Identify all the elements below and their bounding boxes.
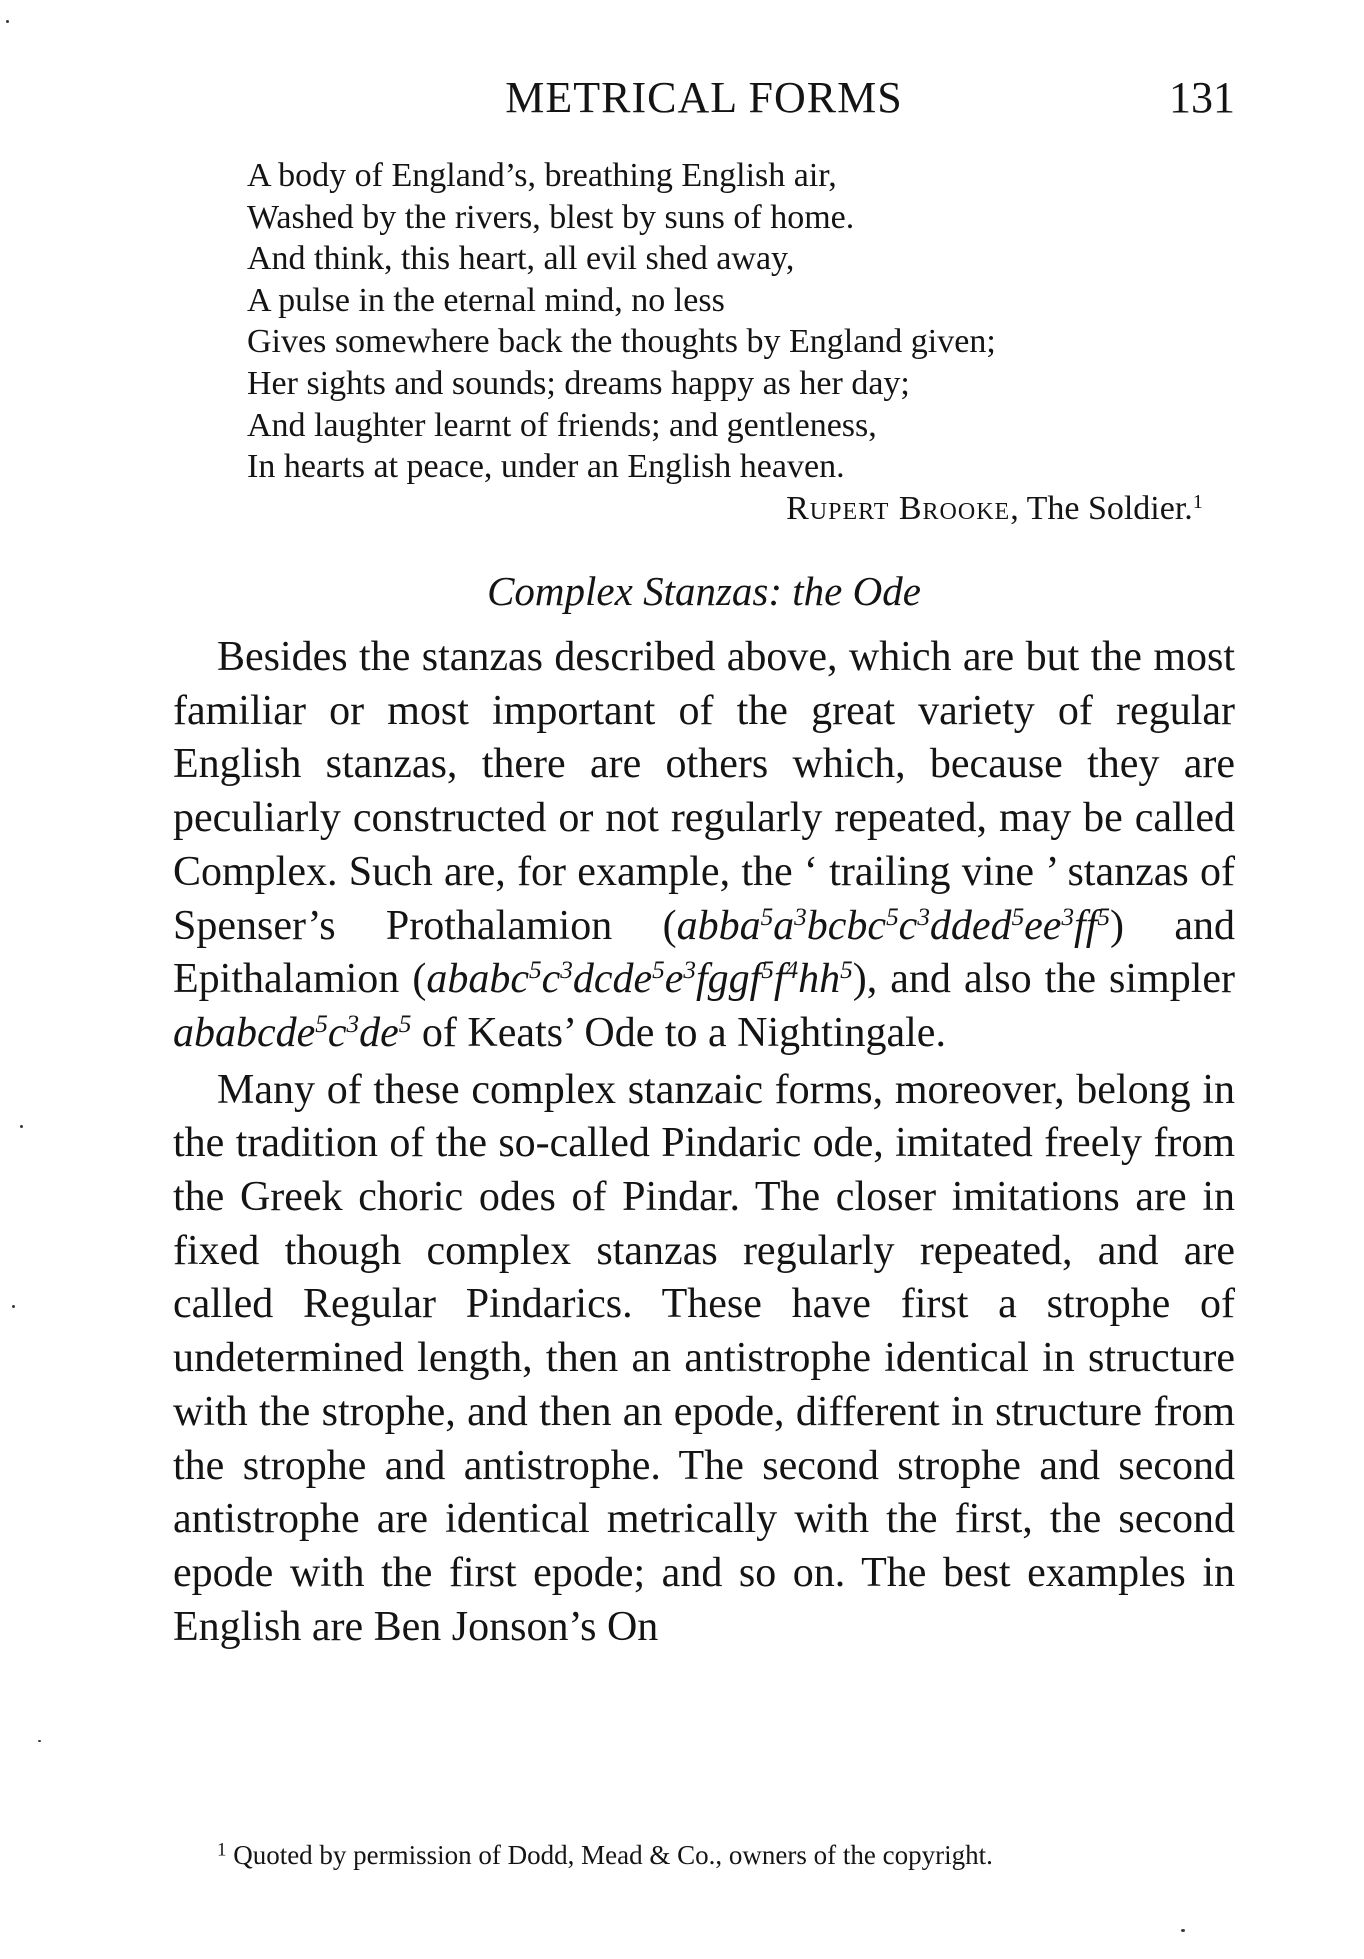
- paragraph-text: Besides the stanzas described above, which are but the most familiar or most important of the great variety of regular English stanzas, there are others which, because they are peculiarly constructed or not regularly repeated, may be called Complex. Such are, for example, the ‘ trailing vine ’ stanzas of Spenser’s Prothalamion (: [173, 634, 1235, 949]
- poem-line: A pulse in the eternal mind, no less: [247, 281, 725, 319]
- page-number: 131: [1169, 73, 1235, 122]
- poem-quotation: [247, 155, 1207, 529]
- paragraph-text: ), and also the simpler: [852, 956, 1235, 1003]
- running-head: [173, 70, 1235, 126]
- stress-count: 5: [315, 1011, 328, 1039]
- stress-count: 5: [840, 957, 853, 985]
- scan-speck: [38, 1740, 41, 1742]
- stress-count: 5: [760, 903, 774, 931]
- poem-line: And laughter learnt of friends; and gentleness,: [247, 406, 877, 444]
- stress-count: 5: [1097, 903, 1110, 931]
- paragraph-text: of Keats’ Ode to a Nightingale.: [411, 1009, 946, 1056]
- body-text: [173, 631, 1235, 1654]
- poem-line: Washed by the rivers, blest by suns of home.: [247, 198, 855, 236]
- paragraph-complex-stanzas: [173, 631, 1235, 1061]
- scan-speck: [20, 1125, 23, 1128]
- stress-count: 3: [346, 1011, 360, 1039]
- stress-count: 5: [528, 957, 542, 985]
- footnote-text: Quoted by permission of Dodd, Mead & Co., owners of the copyright.: [233, 1840, 993, 1870]
- footnote-reference: 1: [1192, 490, 1203, 513]
- footnote: [173, 1838, 1235, 1872]
- stress-count: 3: [560, 957, 573, 985]
- poem-line: A body of England’s, breathing English air,: [247, 157, 837, 194]
- stress-count: 5: [1011, 903, 1025, 931]
- stress-count: 4: [785, 957, 799, 985]
- section-heading: Complex Stanzas: the Ode: [487, 568, 921, 614]
- stress-count: 3: [1061, 903, 1075, 931]
- scan-speck: [1181, 1929, 1185, 1932]
- rhyme-scheme-prothalamion: $abba^5a^3bcbc^5c^3dded^5ee^3ff^5$: [676, 902, 1110, 949]
- scan-speck: [6, 20, 9, 23]
- attribution-author: Rupert Brooke: [786, 489, 1011, 527]
- rhyme-scheme-epithalamion: $ababc^5c^3dcde^5e^3fggf^5f^4hh^5$: [426, 956, 853, 1003]
- poem-line: In hearts at peace, under an English heaven.: [247, 448, 845, 486]
- paragraph-text: ) and Epithalamion (: [173, 902, 1235, 1003]
- stress-count: 3: [794, 903, 807, 931]
- stress-count: 3: [917, 903, 930, 931]
- running-title: METRICAL FORMS: [505, 73, 903, 122]
- stress-count: 3: [683, 957, 696, 985]
- poem-line: Gives somewhere back the thoughts by England given;: [247, 323, 996, 361]
- rhyme-scheme-nightingale: $ababcde^5c^3de^5$: [173, 1009, 412, 1056]
- paragraph-pindaric-ode: Many of these complex stanzaic forms, moreover, belong in the tradition of the so-called Pindaric ode, imitated freely from the Greek choric odes of Pindar. The closer imitations are in fixed though complex stanzas regularly repeated, and are called Regular Pindarics. These have first a strophe of undetermined length, then an antistrophe identical in structure with the strophe, and then an epode, different in structure from the strophe and antistrophe. The second strophe and second antistrophe are identical metrically with the first, the second epode with the first epode; and so on. The best examples in English are Ben Jonson’s On: [173, 1066, 1235, 1650]
- stress-count: 5: [398, 1011, 412, 1039]
- stress-count: 5: [886, 903, 899, 931]
- stress-count: 5: [761, 957, 774, 985]
- poem-line: Her sights and sounds; dreams happy as her day;: [247, 364, 910, 402]
- attribution-work: The Soldier.: [1026, 489, 1193, 527]
- poem-attribution: Rupert Brooke, The Soldier.$^1$: [786, 489, 1203, 527]
- footnote-marker: 1: [217, 1839, 227, 1861]
- poem-line: And think, this heart, all evil shed away,: [247, 240, 795, 278]
- stress-count: 5: [652, 957, 665, 985]
- scan-speck: [12, 1305, 15, 1308]
